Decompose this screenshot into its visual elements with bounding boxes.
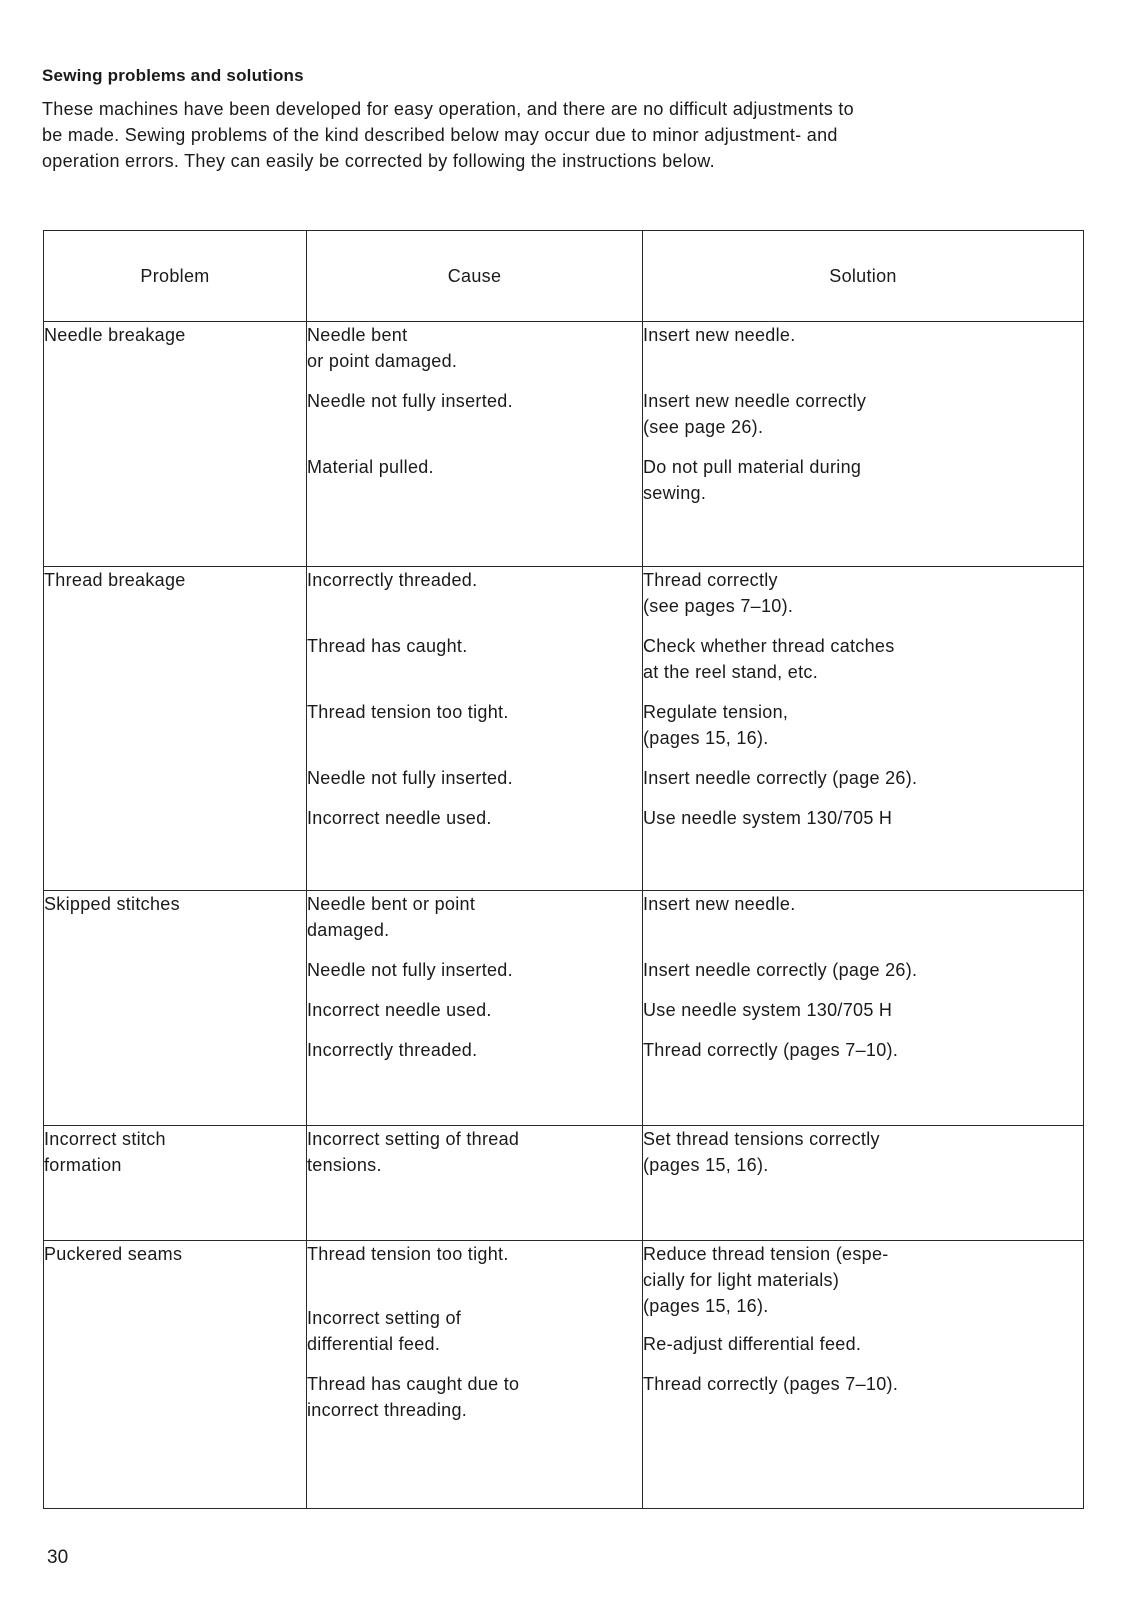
cause-cell <box>307 891 643 1126</box>
solution-entry: Insert needle correctly (page 26). <box>643 960 918 980</box>
page-number: 30 <box>47 1547 69 1568</box>
solution-entry: Insert new needle correctly (see page 26). <box>643 391 867 437</box>
intro-line: operation errors. They can easily be corrected by following the instructions below. <box>42 151 715 171</box>
cause-entry: Incorrect setting of differential feed. <box>307 1308 462 1354</box>
solution-entry: Insert needle correctly (page 26). <box>643 768 918 788</box>
cause-entry: Incorrect setting of thread tensions. <box>307 1129 520 1175</box>
solution-entry: Regulate tension, (pages 15, 16). <box>643 702 789 748</box>
solution-entry: Set thread tensions correctly (pages 15, 16). <box>643 1129 880 1175</box>
cause-entry: Needle bent or point damaged. <box>307 894 476 940</box>
cause-entry: Needle not fully inserted. <box>307 391 513 411</box>
problem-label: Incorrect stitch formation <box>44 1129 166 1175</box>
header-row <box>44 231 1084 322</box>
cause-entry: Thread has caught. <box>307 636 468 656</box>
solution-entry: Insert new needle. <box>643 325 796 345</box>
cause-cell <box>307 322 643 567</box>
problem-cell <box>44 1126 307 1241</box>
intro-line: These machines have been developed for easy operation, and there are no difficult adjustments to <box>42 99 854 119</box>
header-problem: Problem <box>44 231 307 322</box>
problem-label: Thread breakage <box>44 570 186 590</box>
intro-paragraph <box>42 96 1082 174</box>
table-body <box>44 322 1084 1509</box>
header-solution: Solution <box>643 231 1084 322</box>
cause-entry: Thread tension too tight. <box>307 1244 509 1264</box>
cause-cell <box>307 1126 643 1241</box>
table-header <box>44 231 1084 322</box>
problem-label: Skipped stitches <box>44 894 180 914</box>
table-row <box>44 322 1084 567</box>
solution-cell <box>643 567 1084 891</box>
cause-entry: Needle bent or point damaged. <box>307 325 458 371</box>
solution-entry: Insert new needle. <box>643 894 796 914</box>
problem-label: Needle breakage <box>44 325 186 345</box>
solution-entry: Thread correctly (pages 7–10). <box>643 1040 899 1060</box>
solution-entry: Thread correctly (see pages 7–10). <box>643 570 794 616</box>
solution-entry: Reduce thread tension (espe- cially for light materials) (pages 15, 16). <box>643 1244 889 1316</box>
cause-cell <box>307 567 643 891</box>
solution-entry: Check whether thread catches at the reel stand, etc. <box>643 636 895 682</box>
cause-entry: Material pulled. <box>307 457 434 477</box>
problems-table <box>43 230 1084 1509</box>
cause-cell <box>307 1241 643 1509</box>
problem-cell <box>44 567 307 891</box>
cause-entry: Thread has caught due to incorrect threading. <box>307 1374 520 1420</box>
solution-cell <box>643 1126 1084 1241</box>
cause-entry: Needle not fully inserted. <box>307 768 513 788</box>
cause-entry: Thread tension too tight. <box>307 702 509 722</box>
table-row <box>44 567 1084 891</box>
cause-entry: Incorrect needle used. <box>307 808 492 828</box>
table-row <box>44 1241 1084 1509</box>
intro-line: be made. Sewing problems of the kind described below may occur due to minor adjustment- and <box>42 125 838 145</box>
solution-cell <box>643 891 1084 1126</box>
solution-cell <box>643 1241 1084 1509</box>
solution-entry: Use needle system 130/705 H <box>643 808 893 828</box>
problem-label: Puckered seams <box>44 1244 183 1264</box>
cause-entry: Needle not fully inserted. <box>307 960 513 980</box>
solution-entry: Re-adjust differential feed. <box>643 1334 862 1354</box>
solution-entry: Thread correctly (pages 7–10). <box>643 1374 899 1394</box>
table-row <box>44 891 1084 1126</box>
cause-entry: Incorrectly threaded. <box>307 570 478 590</box>
problem-cell <box>44 322 307 567</box>
solution-cell <box>643 322 1084 567</box>
section-heading: Sewing problems and solutions <box>42 66 304 85</box>
problem-cell <box>44 891 307 1126</box>
header-cause: Cause <box>307 231 643 322</box>
solution-entry: Do not pull material during sewing. <box>643 457 862 503</box>
solution-entry: Use needle system 130/705 H <box>643 1000 893 1020</box>
problem-cell <box>44 1241 307 1509</box>
table-row <box>44 1126 1084 1241</box>
cause-entry: Incorrectly threaded. <box>307 1040 478 1060</box>
cause-entry: Incorrect needle used. <box>307 1000 492 1020</box>
